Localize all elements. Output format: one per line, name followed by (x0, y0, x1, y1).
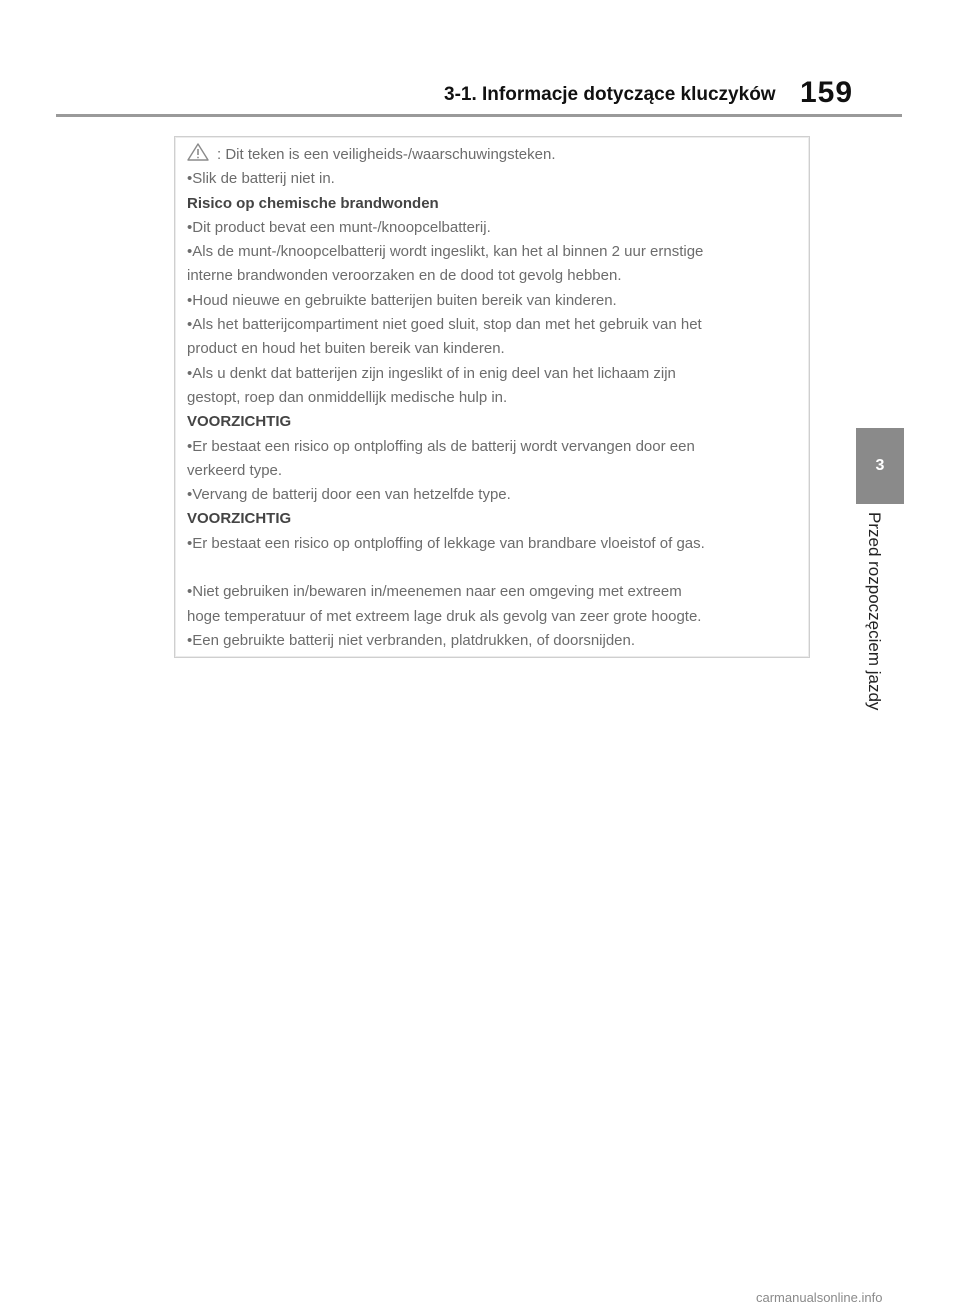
notice-line: •Dit product bevat een munt-/knoopcelbatterij. (187, 218, 491, 236)
notice-line: •Er bestaat een risico op ontploffing als de batterij wordt vervangen door een (187, 437, 695, 455)
notice-line: •Er bestaat een risico op ontploffing of lekkage van brandbare vloeistof of gas. (187, 534, 705, 552)
header-divider (56, 114, 902, 117)
chapter-label: Przed rozpoczęciem jazdy (865, 512, 884, 711)
battery-warning-notice (174, 136, 810, 658)
section-title: 3-1. Informacje dotyczące kluczyków (444, 84, 776, 105)
notice-line: •Vervang de batterij door een van hetzelfde type. (187, 486, 511, 504)
notice-line: •Als de munt-/knoopcelbatterij wordt ingeslikt, kan het al binnen 2 uur ernstige (187, 243, 704, 261)
warning-triangle-icon (187, 143, 209, 161)
notice-line: : Dit teken is een veiligheids-/waarschuwingsteken. (187, 143, 799, 167)
notice-line: •Een gebruikte batterij niet verbranden, platdrukken, of doorsnijden. (187, 631, 636, 649)
notice-line: •Houd nieuwe en gebruikte batterijen buiten bereik van kinderen. (187, 291, 617, 309)
chapter-tab: 3 (856, 428, 904, 504)
notice-line: gestopt, roep dan onmiddellijk medische hulp in. (187, 388, 508, 406)
page-number: 159 (800, 76, 854, 109)
notice-spacer (187, 556, 799, 580)
notice-line: •Als u denkt dat batterijen zijn ingeslikt of in enig deel van het lichaam zijn (187, 364, 676, 382)
notice-line: interne brandwonden veroorzaken en de dood tot gevolg hebben. (187, 267, 622, 285)
notice-line: verkeerd type. (187, 461, 283, 479)
notice-line: •Niet gebruiken in/bewaren in/meenemen naar een omgeving met extreem (187, 583, 682, 601)
watermark: carmanualsonline.info (756, 1290, 883, 1305)
notice-line: •Slik de batterij niet in. (187, 170, 335, 188)
notice-heading: VOORZICHTIG (187, 510, 292, 528)
notice-heading: VOORZICHTIG (187, 413, 292, 431)
notice-line: •Als het batterijcompartiment niet goed sluit, stop dan met het gebruik van het (187, 316, 702, 334)
notice-heading: Risico op chemische brandwonden (187, 194, 439, 212)
notice-line: product en houd het buiten bereik van kinderen. (187, 340, 505, 358)
notice-line: hoge temperatuur of met extreem lage druk als gevolg van zeer grote hoogte. (187, 607, 702, 625)
